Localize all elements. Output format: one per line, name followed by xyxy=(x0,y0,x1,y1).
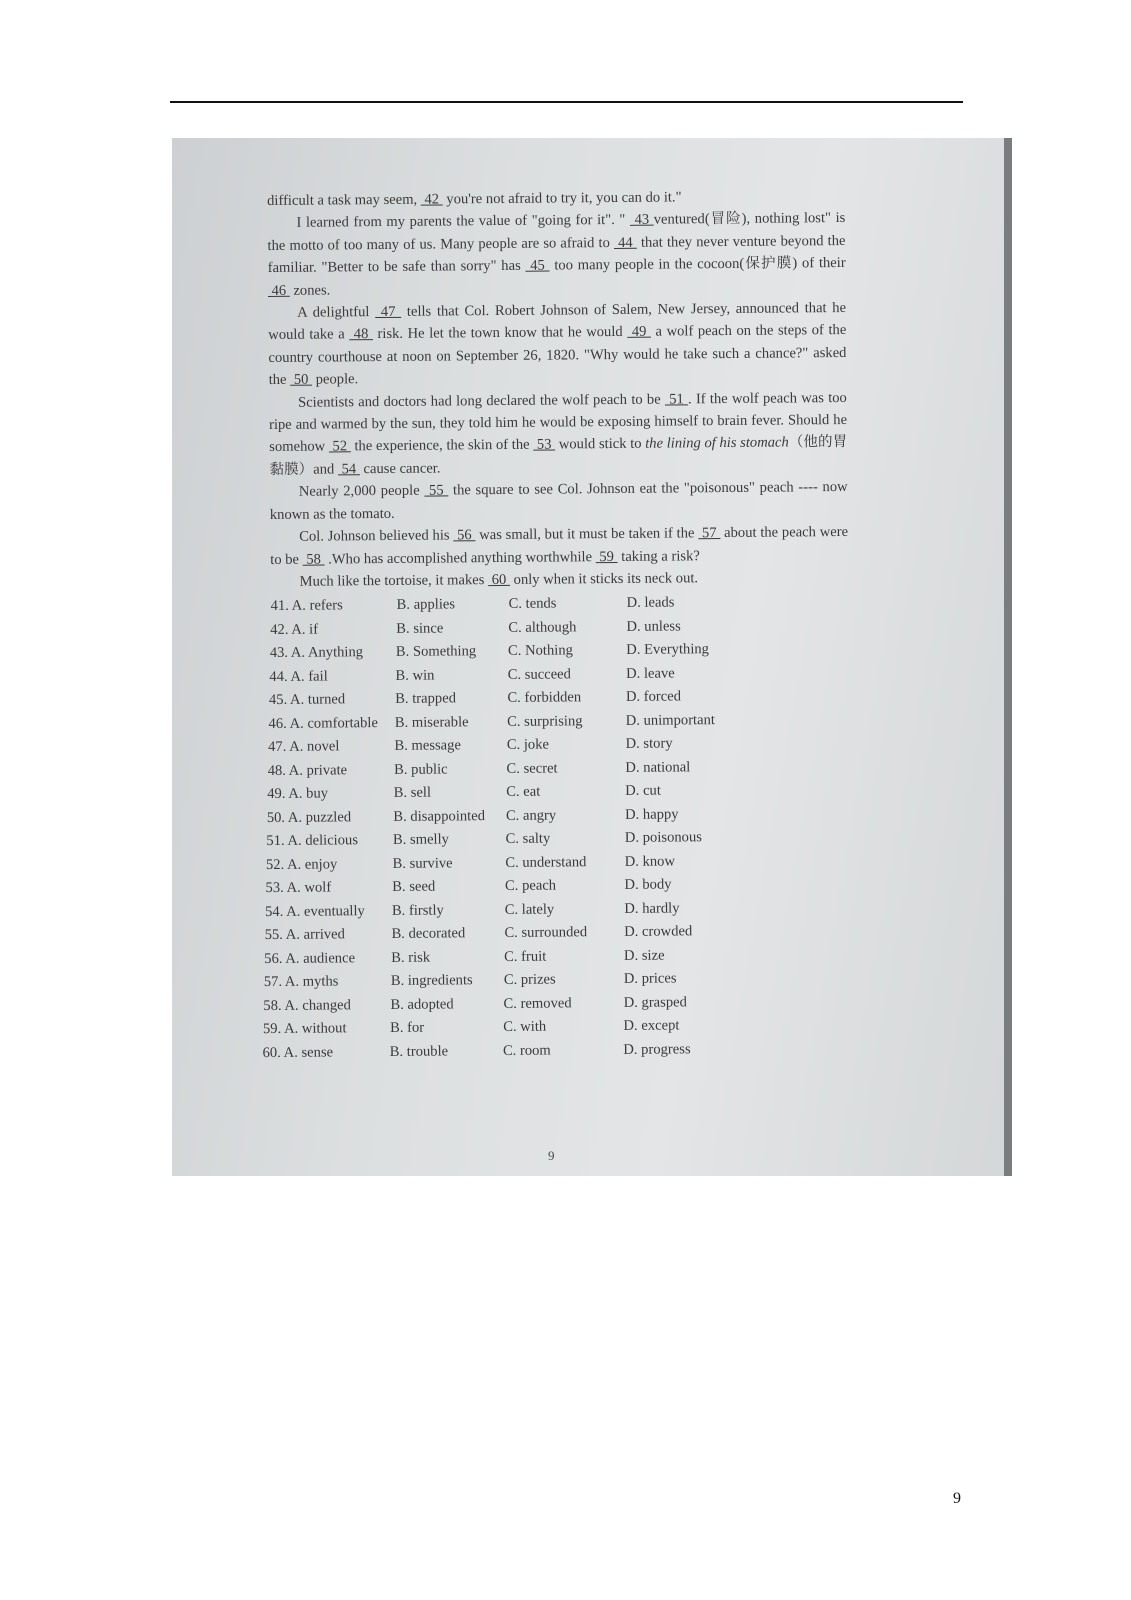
option-d: D. unimportant xyxy=(625,711,715,729)
passage-text: taking a risk? xyxy=(617,547,700,565)
option-d: D. hardly xyxy=(624,900,680,917)
option-b: B. win xyxy=(395,667,435,684)
option-a: 46. A. comfortable xyxy=(268,714,379,732)
option-d: D. know xyxy=(624,853,676,870)
passage-text: a wolf peach on the steps of the country courthouse at noon on September 26, 1820. "Why would he take such a chance?" asked the xyxy=(268,322,847,389)
passage-text: the square to see Col. Johnson eat the "poisonous" peach ---- now known as the tomato. xyxy=(269,479,848,523)
photo-edge xyxy=(1004,138,1012,1176)
answer-blank: 60 xyxy=(487,571,511,588)
option-d: D. progress xyxy=(623,1041,691,1058)
option-b: B. firstly xyxy=(391,902,444,919)
option-a: 41. A. refers xyxy=(270,597,343,615)
passage-text: tells that Col. Robert Johnson of Salem, New Jersey, announced that he would take a xyxy=(268,299,847,344)
option-a: 49. A. buy xyxy=(267,785,329,803)
passage-paragraph xyxy=(269,387,848,482)
options-list xyxy=(262,590,853,1065)
passage-text: cause cancer. xyxy=(359,460,441,478)
passage-text: about the peach were to be xyxy=(270,524,849,568)
passage-text: Much like the tortoise, it makes xyxy=(299,571,489,590)
option-b: B. miserable xyxy=(394,714,469,731)
answer-blank: 53 xyxy=(533,436,556,454)
passage-paragraph xyxy=(270,521,848,571)
option-d: D. happy xyxy=(624,806,679,823)
passage-text: I learned from my parents the value of "going for it". " xyxy=(296,212,631,232)
option-d: D. poisonous xyxy=(624,829,702,847)
option-c: C. tends xyxy=(508,595,557,613)
option-c: C. succeed xyxy=(507,666,571,683)
answer-blank: 58 xyxy=(302,551,325,568)
option-a: 55. A. arrived xyxy=(264,926,345,944)
option-d: D. size xyxy=(623,947,665,964)
passage-text: the lining of his stomach xyxy=(645,434,789,453)
option-b: B. risk xyxy=(391,949,431,966)
option-a: 59. A. without xyxy=(262,1020,347,1038)
cloze-passage xyxy=(267,185,848,593)
option-d: D. cut xyxy=(625,782,661,800)
option-d: D. national xyxy=(625,759,691,776)
option-a: 52. A. enjoy xyxy=(265,856,338,873)
option-b: B. message xyxy=(394,737,461,755)
option-c: C. peach xyxy=(504,877,557,895)
exam-paper xyxy=(262,185,853,1065)
passage-text: .Who has accomplished anything worthwhile xyxy=(324,548,596,568)
passage-text: Col. Johnson believed his xyxy=(299,527,454,545)
option-d: D. except xyxy=(623,1017,680,1035)
option-a: 51. A. delicious xyxy=(266,832,359,850)
option-d: D. unless xyxy=(626,618,681,635)
option-a: 53. A. wolf xyxy=(265,879,332,897)
option-b: B. survive xyxy=(392,855,453,872)
option-b: B. sell xyxy=(393,784,432,802)
option-b: B. since xyxy=(396,620,444,637)
option-c: C. lately xyxy=(504,901,555,918)
option-a: 54. A. eventually xyxy=(265,902,365,920)
passage-text: difficult a task may seem, xyxy=(267,191,421,209)
passage-text: that they never venture beyond the familiar. "Better to be safe than sorry" has xyxy=(267,232,846,277)
answer-blank: 45 xyxy=(525,257,550,274)
option-d: D. Everything xyxy=(626,641,710,659)
option-c: C. joke xyxy=(506,736,550,754)
option-d: D. leave xyxy=(626,665,675,682)
option-c: C. eat xyxy=(506,783,541,801)
option-c: C. forbidden xyxy=(507,689,582,707)
option-c: C. fruit xyxy=(504,948,547,965)
passage-text: you're not afraid to try it, you can do it." xyxy=(442,189,682,208)
answer-blank: 42 xyxy=(420,191,443,208)
option-d: D. prices xyxy=(623,970,677,988)
answer-blank: 46 xyxy=(267,282,290,299)
answer-blank: 50 xyxy=(290,371,313,389)
passage-text: only when it sticks its neck out. xyxy=(509,570,699,588)
option-b: B. applies xyxy=(396,596,456,614)
passage-text: ventured(冒险), nothing lost" is the motto of too many of us. Many people are so afraid to xyxy=(267,210,846,254)
passage-text: risk. He let the town know that he would xyxy=(372,324,628,343)
passage-text: zones. xyxy=(289,282,331,299)
passage-paragraph xyxy=(270,476,848,526)
answer-blank: 48 xyxy=(349,326,374,343)
option-b: B. decorated xyxy=(391,925,466,943)
option-b: B. trouble xyxy=(389,1043,449,1060)
option-d: D. story xyxy=(625,735,673,753)
option-b: B. Something xyxy=(395,643,477,661)
option-a: 44. A. fail xyxy=(269,668,328,685)
option-row xyxy=(262,1037,852,1066)
header-rule xyxy=(170,101,963,103)
answer-blank: 54 xyxy=(337,461,360,478)
option-b: B. trapped xyxy=(395,690,457,708)
option-c: C. surrounded xyxy=(504,924,588,942)
passage-paragraph xyxy=(267,207,846,302)
option-a: 60. A. sense xyxy=(262,1044,334,1061)
answer-blank: 49 xyxy=(627,324,652,341)
answer-blank: 56 xyxy=(453,527,476,544)
answer-blank: 44 xyxy=(613,234,637,251)
passage-text: （他的胃黏膜）and xyxy=(269,434,848,478)
passage-paragraph xyxy=(270,566,848,593)
option-a: 48. A. private xyxy=(267,762,348,779)
option-b: B. seed xyxy=(392,878,436,896)
option-a: 42. A. if xyxy=(270,621,319,638)
option-b: B. for xyxy=(390,1019,425,1037)
answer-blank: 43 xyxy=(629,212,654,229)
option-c: C. angry xyxy=(505,807,557,824)
option-b: B. public xyxy=(394,761,448,778)
scanned-photo xyxy=(172,138,1012,1176)
option-a: 45. A. turned xyxy=(268,691,346,709)
option-c: C. surprising xyxy=(507,713,583,730)
answer-blank: 57 xyxy=(698,525,721,542)
answer-blank: 51 xyxy=(664,390,689,408)
option-b: B. ingredients xyxy=(390,972,473,990)
option-b: B. smelly xyxy=(392,831,450,849)
option-c: C. salty xyxy=(505,830,551,848)
passage-text: too many people in the cocoon(保护膜) of their xyxy=(549,255,846,274)
page-number: 9 xyxy=(953,1490,961,1507)
option-c: C. removed xyxy=(503,995,572,1012)
passage-text: . If the wolf peach was too ripe and warmed by the sun, they told him he would be exposing himself to brain fever. Should he somehow xyxy=(268,389,848,456)
option-b: B. disappointed xyxy=(393,807,486,825)
answer-blank: 47 xyxy=(375,303,402,321)
passage-text: A delightful xyxy=(297,304,376,321)
option-c: C. secret xyxy=(506,760,558,777)
option-a: 56. A. audience xyxy=(264,950,356,967)
passage-text: would stick to xyxy=(555,436,646,453)
passage-text: the experience, the skin of the xyxy=(350,437,534,455)
option-c: C. understand xyxy=(505,854,587,871)
option-a: 50. A. puzzled xyxy=(266,809,352,826)
photo-page-number: 9 xyxy=(548,1148,555,1163)
option-c: C. room xyxy=(502,1042,551,1059)
option-d: D. leads xyxy=(626,594,675,612)
answer-blank: 52 xyxy=(328,438,351,455)
passage-text: was small, but it must be taken if the xyxy=(475,525,699,544)
passage-text: Nearly 2,000 people xyxy=(298,482,425,501)
passage-paragraph xyxy=(268,297,847,392)
option-b: B. adopted xyxy=(390,996,454,1013)
option-d: D. body xyxy=(624,876,672,894)
answer-blank: 59 xyxy=(595,548,618,565)
option-a: 47. A. novel xyxy=(268,738,340,756)
option-a: 43. A. Anything xyxy=(269,644,364,662)
option-d: D. grasped xyxy=(623,994,687,1011)
answer-blank: 55 xyxy=(424,482,449,499)
option-c: C. although xyxy=(508,619,577,636)
passage-text: Scientists and doctors had long declared the wolf peach to be xyxy=(297,391,665,411)
option-c: C. Nothing xyxy=(507,642,573,660)
option-d: D. forced xyxy=(625,688,682,706)
option-c: C. prizes xyxy=(503,971,556,989)
option-c: C. with xyxy=(503,1018,547,1036)
passage-text: people. xyxy=(311,371,359,388)
option-d: D. crowded xyxy=(624,923,693,941)
option-a: 58. A. changed xyxy=(263,997,351,1014)
option-a: 57. A. myths xyxy=(263,973,339,991)
